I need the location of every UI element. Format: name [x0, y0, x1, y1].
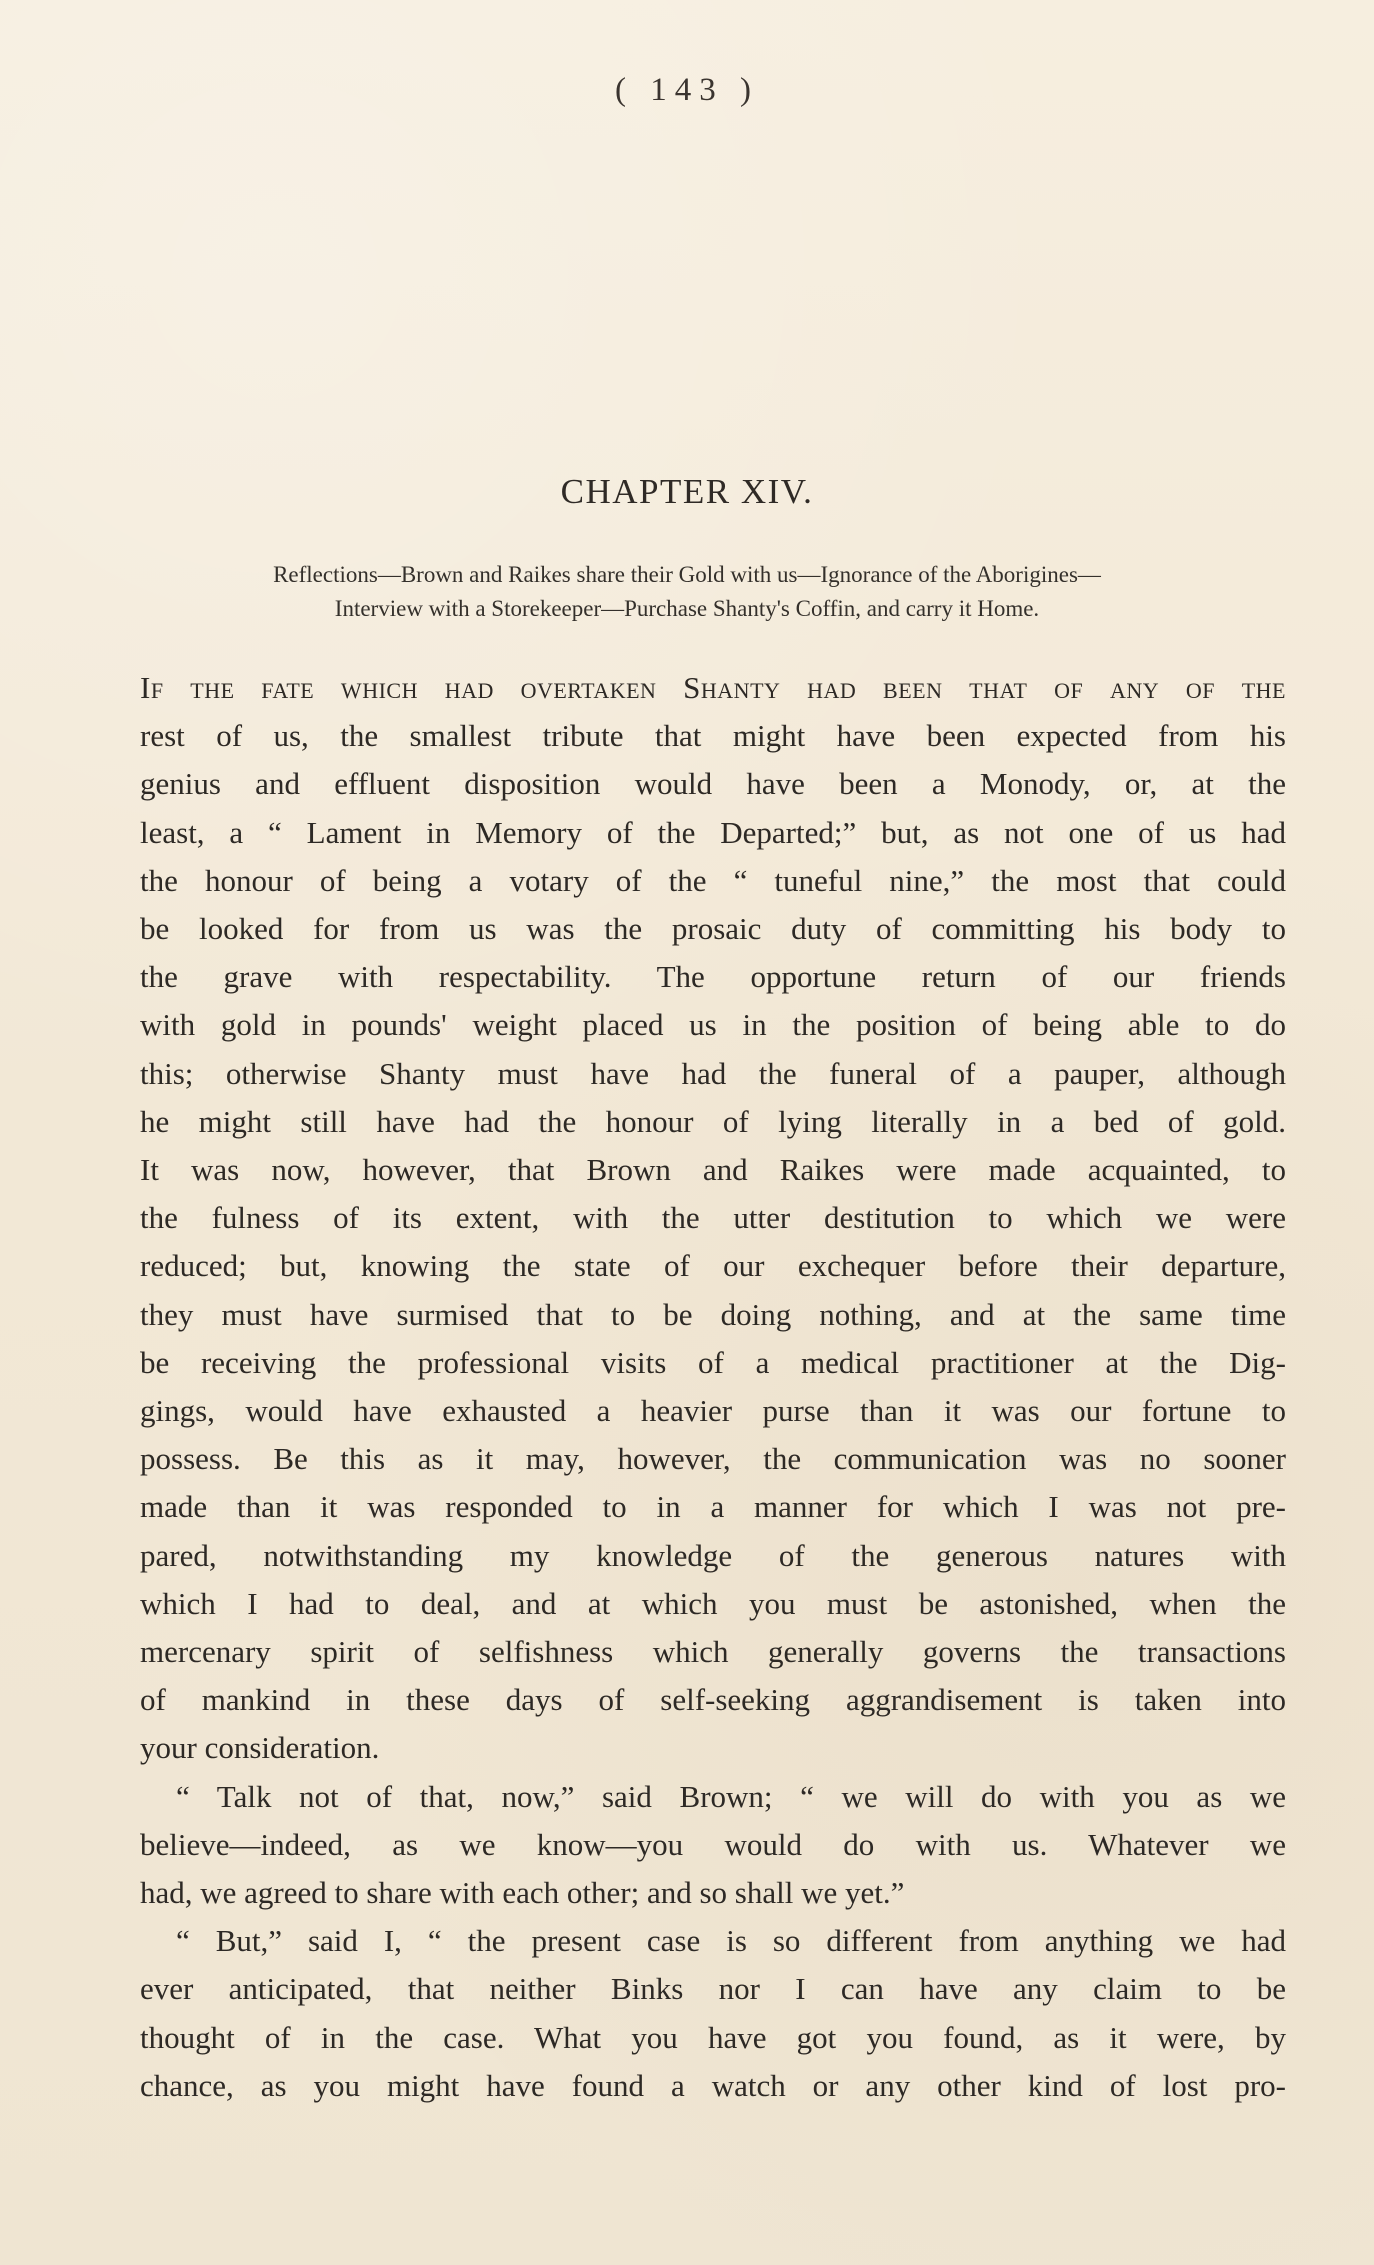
page-number: ( 143 ) [615, 72, 759, 108]
text-line: of mankind in these days of self-seeking aggrandisement is taken into [140, 1682, 1286, 1718]
chapter-summary-line: Reflections—Brown and Raikes share their Gold with us—Ignorance of the Aborigines— [273, 562, 1101, 587]
text-line: which I had to deal, and at which you must be astonished, when the [140, 1585, 1286, 1621]
text-line: made than it was responded to in a manner for which I was not pre- [140, 1489, 1286, 1525]
text-line: possess. Be this as it may, however, the communication was no sooner [140, 1441, 1286, 1477]
text-line: reduced; but, knowing the state of our exchequer before their departure, [140, 1248, 1286, 1284]
text-line: the honour of being a votary of the “ tuneful nine,” the most that could [140, 862, 1286, 898]
text-line: the grave with respectability. The opportune return of our friends [140, 959, 1286, 995]
text-line: It was now, however, that Brown and Raikes were made acquainted, to [140, 1152, 1286, 1188]
text-line: rest of us, the smallest tribute that might have been expected from his [140, 718, 1286, 754]
body-text [140, 664, 1286, 2110]
text-line: thought of in the case. What you have got you found, as it were, by [140, 2019, 1286, 2055]
text-line: “ Talk not of that, now,” said Brown; “ we will do with you as we [176, 1778, 1286, 1814]
text-line: had, we agreed to share with each other; and so shall we yet.” [140, 1875, 905, 1911]
text-line: least, a “ Lament in Memory of the Departed;” but, as not one of us had [140, 814, 1286, 850]
chapter-summary [112, 558, 1262, 626]
text-line: pared, notwithstanding my knowledge of the generous natures with [140, 1537, 1286, 1573]
text-line: he might still have had the honour of lying literally in a bed of gold. [140, 1103, 1286, 1139]
chapter-title: CHAPTER XIV. [560, 472, 814, 511]
text-line: chance, as you might have found a watch or any other kind of lost pro- [140, 2067, 1286, 2103]
text-line: the fulness of its extent, with the utter destitution to which we were [140, 1200, 1286, 1236]
text-line: believe—indeed, as we know—you would do with us. Whatever we [140, 1826, 1286, 1862]
text-line: be receiving the professional visits of a medical practitioner at the Dig- [140, 1344, 1286, 1380]
text-line: ever anticipated, that neither Binks nor I can have any claim to be [140, 1971, 1286, 2007]
text-line: be looked for from us was the prosaic duty of committing his body to [140, 911, 1286, 947]
text-line: with gold in pounds' weight placed us in the position of being able to do [140, 1007, 1286, 1043]
text-line: If the fate which had overtaken Shanty had been that of any of the [140, 670, 1286, 705]
text-line: mercenary spirit of selfishness which generally governs the transactions [140, 1634, 1286, 1670]
text-line: your consideration. [140, 1730, 380, 1766]
text-line: they must have surmised that to be doing nothing, and at the same time [140, 1296, 1286, 1332]
text-line: “ But,” said I, “ the present case is so different from anything we had [176, 1923, 1286, 1959]
chapter-summary-line: Interview with a Storekeeper—Purchase Shanty's Coffin, and carry it Home. [334, 596, 1040, 621]
text-line: gings, would have exhausted a heavier purse than it was our fortune to [140, 1393, 1286, 1429]
text-line: genius and effluent disposition would have been a Monody, or, at the [140, 766, 1286, 802]
text-line: this; otherwise Shanty must have had the funeral of a pauper, although [140, 1055, 1286, 1091]
